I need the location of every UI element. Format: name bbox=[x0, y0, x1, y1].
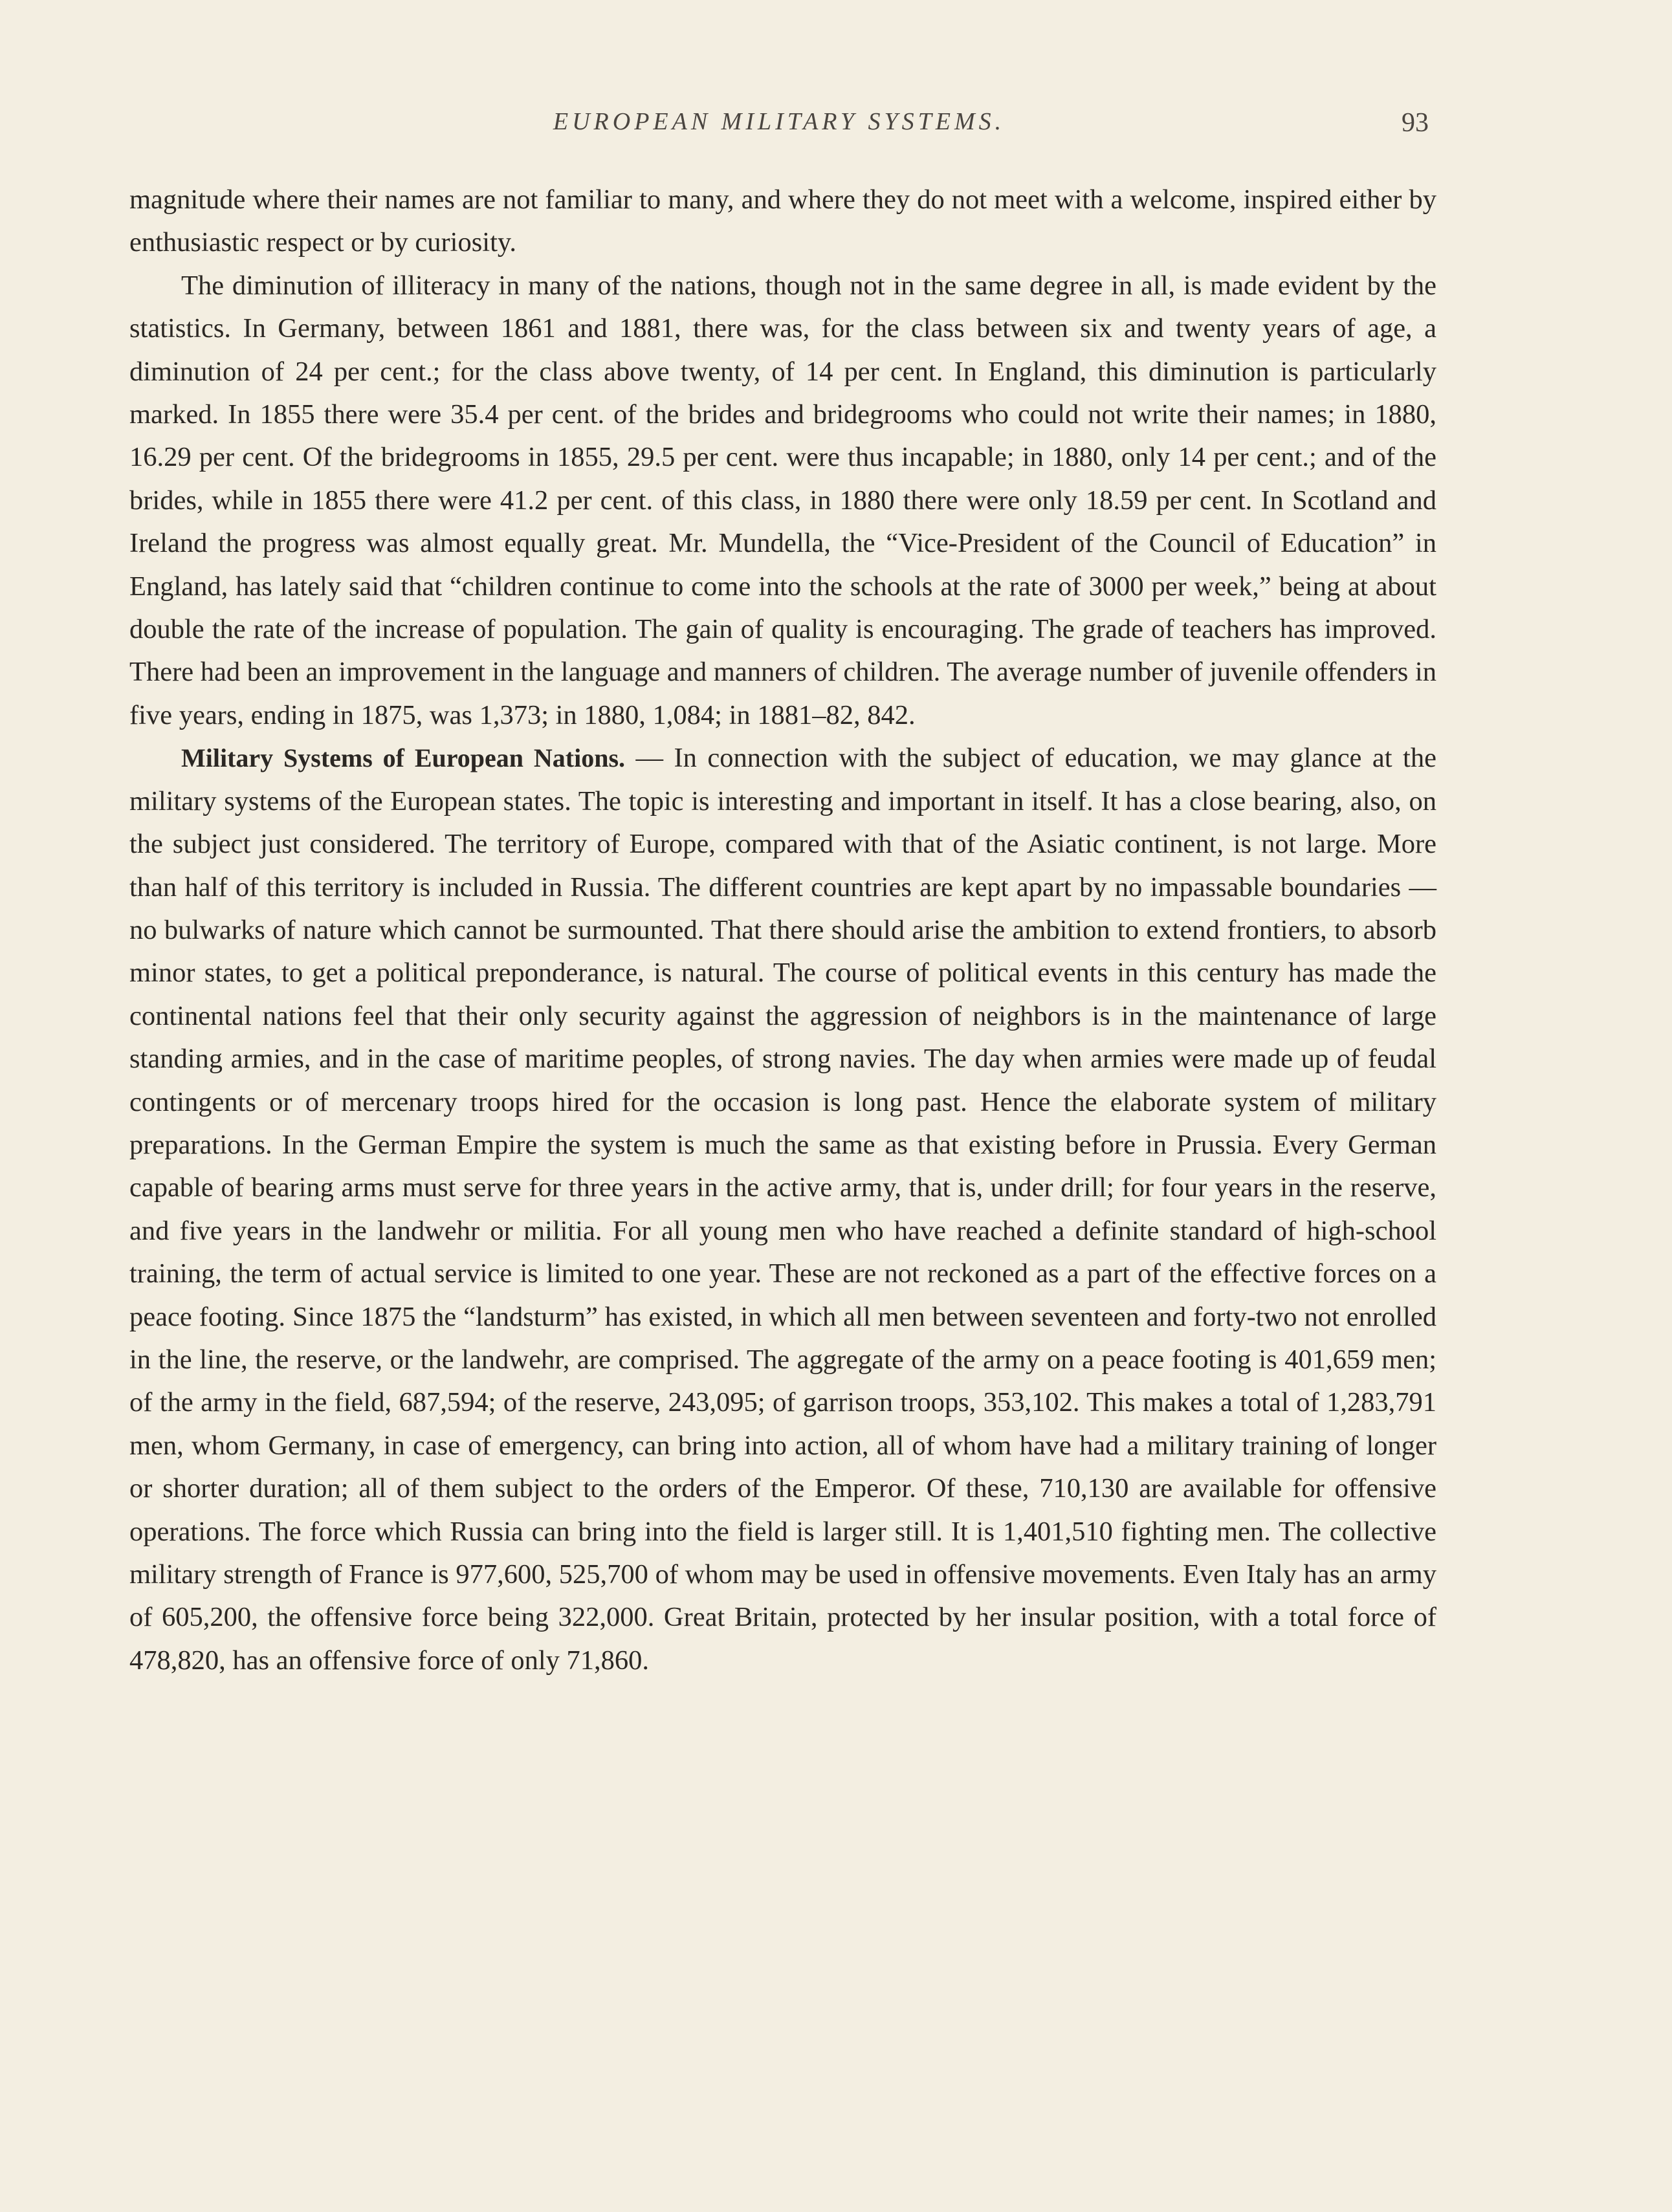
running-head bbox=[129, 107, 1429, 146]
running-title: EUROPEAN MILITARY SYSTEMS. bbox=[553, 108, 1006, 135]
page-number: 93 bbox=[1402, 108, 1429, 138]
paragraph-military-systems bbox=[129, 737, 1436, 1682]
body-text bbox=[129, 179, 1436, 1682]
section-heading: Military Systems of European Nations. bbox=[181, 743, 626, 773]
paragraph-military-systems-text: — In connection with the subject of education, we may glance at the military systems of the European states. The topic is interesting and important in itself. It has a close bearing, also, on the subject just considered. The territory of Europe, compared with that of the Asiatic continent, is not large. More than half of this territory is included in Russia. The different countries are kept apart by no impassable boundaries — no bulwarks of nature which cannot be surmounted. That there should arise the ambition to extend frontiers, to absorb minor states, to get a political preponderance, is natural. The course of political events in this century has made the continental nations feel that their only security against the aggression of neighbors is in the maintenance of large standing armies, and in the case of maritime peoples, of strong navies. The day when armies were made up of feudal contingents or of mercenary troops hired for the occasion is long past. Hence the elaborate system of military preparations. In the German Empire the system is much the same as that existing before in Prussia. Every German capable of bearing arms must serve for three years in the active army, that is, under drill; for four years in the reserve, and five years in the landwehr or militia. For all young men who have reached a definite standard of high-school training, the term of actual service is limited to one year. These are not reckoned as a part of the effective forces on a peace footing. Since 1875 the “landsturm” has existed, in which all men between seventeen and forty-two not enrolled in the line, the reserve, or the landwehr, are comprised. The aggregate of the army on a peace footing is 401,659 men; of the army in the field, 687,594; of the reserve, 243,095; of garrison troops, 353,102. This makes a total of 1,283,791 men, whom Germany, in case of emergency, can bring into action, all of whom have had a military training of longer or shorter duration; all of them subject to the orders of the Emperor. Of these, 710,130 are available for offensive operations. The force which Russia can bring into the field is larger still. It is 1,401,510 fighting men. The collective military strength of France is 977,600, 525,700 of whom may be used in offensive movements. Even Italy has an army of 605,200, the offensive force being 322,000. Great Britain, protected by her insular position, with a total force of 478,820, has an offensive force of only 71,860. bbox=[129, 743, 1436, 1676]
paragraph-continued: magnitude where their names are not familiar to many, and where they do not meet with a welcome, inspired either by enthusiastic respect or by curiosity. bbox=[129, 184, 1436, 258]
paragraph-illiteracy: The diminution of illiteracy in many of the nations, though not in the same degree in all, is made evident by the statistics. In Germany, between 1861 and 1881, there was, for the class between six and twenty years of age, a diminution of 24 per cent.; for the class above twenty, of 14 per cent. In England, this diminution is particularly marked. In 1855 there were 35.4 per cent. of the brides and bridegrooms who could not write their names; in 1880, 16.29 per cent. Of the bridegrooms in 1855, 29.5 per cent. were thus incapable; in 1880, only 14 per cent.; and of the brides, while in 1855 there were 41.2 per cent. of this class, in 1880 there were only 18.59 per cent. In Scotland and Ireland the progress was almost equally great. Mr. Mundella, the “Vice-President of the Council of Education” in England, has lately said that “children continue to come into the schools at the rate of 3000 per week,” being at about double the rate of the increase of population. The gain of quality is encouraging. The grade of teachers has improved. There had been an improvement in the language and manners of children. The average number of juvenile offenders in five years, ending in 1875, was 1,373; in 1880, 1,084; in 1881–82, 842. bbox=[129, 270, 1436, 730]
